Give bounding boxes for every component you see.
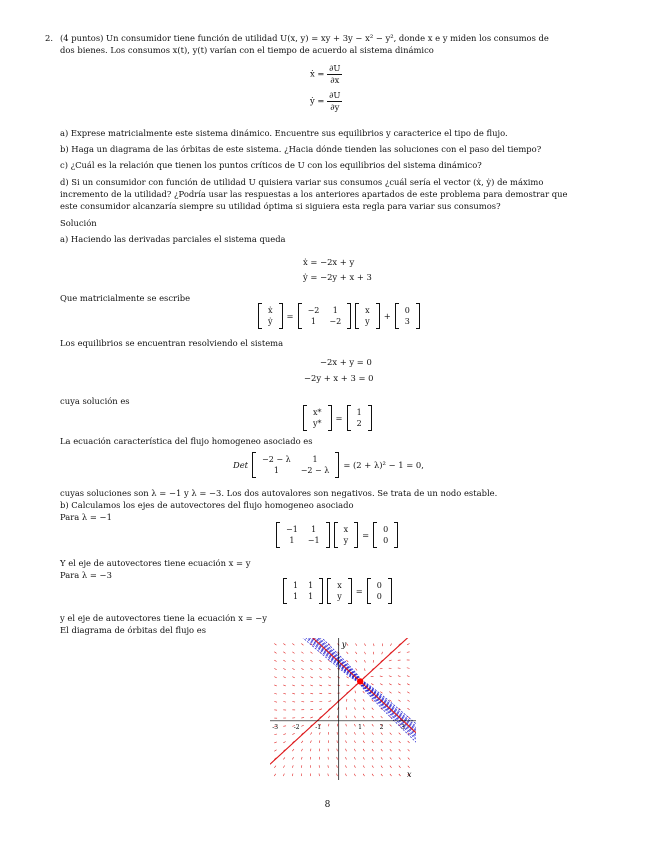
vector-star (303, 405, 332, 431)
characteristic-equation (233, 452, 424, 478)
vector-xy-2 (327, 578, 352, 604)
solution-intro: cuya solución es (60, 396, 130, 406)
equilibria-eq-2: −2y + x + 3 = 0 (304, 373, 374, 383)
characteristic-intro: La ecuación característica del flujo homogeneo asociado es (60, 436, 313, 446)
det-matrix (252, 452, 339, 478)
vector-b (395, 303, 420, 329)
equation-xdot-den: ∂x (330, 74, 340, 85)
question-d-line-2: incremento de la utilidad? ¿Podría usar las respuestas a los anteriores apartados de este problema para demostrar que (60, 189, 568, 199)
question-b: b) Haga un diagrama de las órbitas de este sistema. ¿Hacia dónde tienden las soluciones con el paso del tiempo? (60, 144, 542, 154)
matrix-cell: 1 (356, 407, 362, 417)
zero-vector-1 (373, 522, 398, 548)
case-lambda-1: Para λ = −1 (60, 512, 112, 522)
matrix-cell: −1 (307, 535, 320, 545)
matrix-cell: 1 (273, 465, 279, 475)
matrix-intro: Que matricialmente se escribe (60, 293, 191, 303)
question-d-line-3: este consumidor alcanzaría siempre su utilidad óptima si siguiera esta regla para variar sus consumos? (60, 201, 501, 211)
axis-x-label: x (407, 770, 412, 779)
tick-label: -1 (315, 723, 322, 731)
system-eq-2: ẏ = −2y + x + 3 (303, 272, 372, 282)
matrix-cell: 1 (293, 591, 299, 601)
equilibria-eq-1: −2x + y = 0 (320, 357, 372, 367)
tick-label: -2 (293, 723, 300, 731)
diagram-intro: El diagrama de órbitas del flujo es (60, 625, 207, 635)
matrix-equation: ẋ ẏ = −2 1 1 −2 x y + 0 3 (258, 303, 420, 329)
matrix-cell: 1 (332, 305, 338, 315)
equilibria-intro: Los equilibrios se encuentran resolviendo el sistema (60, 338, 284, 348)
matrix-cell: −2 (329, 316, 342, 326)
matrix-cell: −2 − λ (300, 465, 330, 475)
matrix-M1 (276, 522, 330, 548)
equation-xdot-lhs: ẋ = (310, 68, 325, 79)
eigen-axis-2: y el eje de autovectores tiene la ecuación x = −y (60, 613, 268, 623)
vector-xy-1 (334, 522, 359, 548)
tick-label: 2 (379, 723, 384, 731)
zero-vector-2 (367, 578, 392, 604)
matrix-cell: 1 (308, 580, 314, 590)
question-a: a) Exprese matricialmente este sistema dinámico. Encuentre sus equilibrios y caracterice el tipo de flujo. (60, 128, 508, 138)
matrix-M2 (283, 578, 323, 604)
problem-line-2: dos bienes. Los consumos x(t), y(t) varían con el tiempo de acuerdo al sistema dinámico (60, 45, 434, 55)
matrix-cell: 0 (376, 580, 382, 590)
problem-line-1: (4 puntos) Un consumidor tiene función de utilidad U(x, y) = xy + 3y − x² − y², donde x e y miden los consumos de (60, 33, 549, 43)
matrix-A (298, 303, 352, 329)
equation-ydot-den: ∂y (330, 101, 340, 112)
matrix-cell: 0 (376, 591, 382, 601)
matrix-cell: ẏ (268, 316, 273, 326)
equation-xdot (310, 63, 342, 85)
matrix-cell: x (343, 524, 349, 534)
equilibrium-point (357, 678, 363, 684)
matrix-cell: y* (313, 418, 322, 428)
matrix-cell: −1 (286, 524, 298, 534)
equation-xdot-num: ∂U (329, 63, 341, 73)
matrix-cell: y (337, 591, 342, 601)
matrix-cell: −2 (307, 305, 320, 315)
matrix-cell: y (365, 316, 370, 326)
matrix-cell: 1 (311, 524, 317, 534)
solution-a-intro: a) Haciendo las derivadas parciales el sistema queda (60, 234, 286, 244)
tick-label: 1 (358, 723, 363, 731)
equation-ydot-num: ∂U (329, 90, 341, 100)
problem-number: 2. (45, 33, 53, 43)
question-d-line-1: d) Si un consumidor con función de utilidad U quisiera variar sus consumos ¿cuál sería el vector (ẋ, ẏ) de máximo (60, 177, 544, 187)
tick-label: 3 (401, 723, 405, 731)
matrix-cell: ẋ (268, 305, 273, 315)
matrix-cell: y (343, 535, 349, 545)
matrix-cell: 0 (383, 524, 389, 534)
question-c: c) ¿Cuál es la relación que tienen los puntos críticos de U con los equilibrios del sistema dinámico? (60, 160, 482, 170)
vector-dot (258, 303, 283, 329)
matrix-cell: x (337, 580, 342, 590)
matrix-cell: 1 (289, 535, 295, 545)
equation-ydot-lhs: ẏ = (310, 95, 325, 106)
matrix-cell: x (365, 305, 370, 315)
eigen-system-2: 1 1 1 1 x y = 0 0 (283, 578, 392, 604)
vector-solution (347, 405, 372, 431)
tick-label: -3 (272, 723, 279, 731)
det-label: Det (233, 459, 249, 470)
eigenvalues-line: cuyas soluciones son λ = −1 y λ = −3. Los dos autovalores son negativos. Se trata de un nodo estable. (60, 488, 498, 498)
matrix-cell: 0 (383, 535, 389, 545)
matrix-cell: 1 (308, 591, 314, 601)
page-number: 8 (324, 800, 331, 810)
matrix-cell: 1 (310, 316, 316, 326)
matrix-cell: 0 (404, 305, 410, 315)
system-eq-1: ẋ = −2x + y (303, 257, 355, 267)
solution-b-intro: b) Calculamos los ejes de autovectores del flujo homogeneo asociado (60, 500, 354, 510)
matrix-cell: 1 (293, 580, 299, 590)
phase-portrait (270, 638, 416, 780)
matrix-cell: x* (313, 407, 322, 417)
eigen-axis-1: Y el eje de autovectores tiene ecuación x = y (60, 558, 251, 568)
matrix-cell: 2 (356, 418, 362, 428)
case-lambda-3: Para λ = −3 (60, 570, 112, 580)
solution-heading: Solución (60, 218, 97, 228)
equation-ydot (310, 90, 342, 112)
equilibrium-solution: x* y* = 1 2 (303, 405, 372, 431)
matrix-cell: 1 (312, 454, 318, 464)
axis-y-label: y (341, 640, 347, 649)
matrix-cell: 3 (404, 316, 410, 326)
vector-xy (355, 303, 380, 329)
characteristic-rhs: = (2 + λ)² − 1 = 0, (343, 459, 424, 470)
matrix-cell: −2 − λ (262, 454, 291, 464)
eigen-system-1: −1 1 1 −1 x y = 0 0 (276, 522, 398, 548)
